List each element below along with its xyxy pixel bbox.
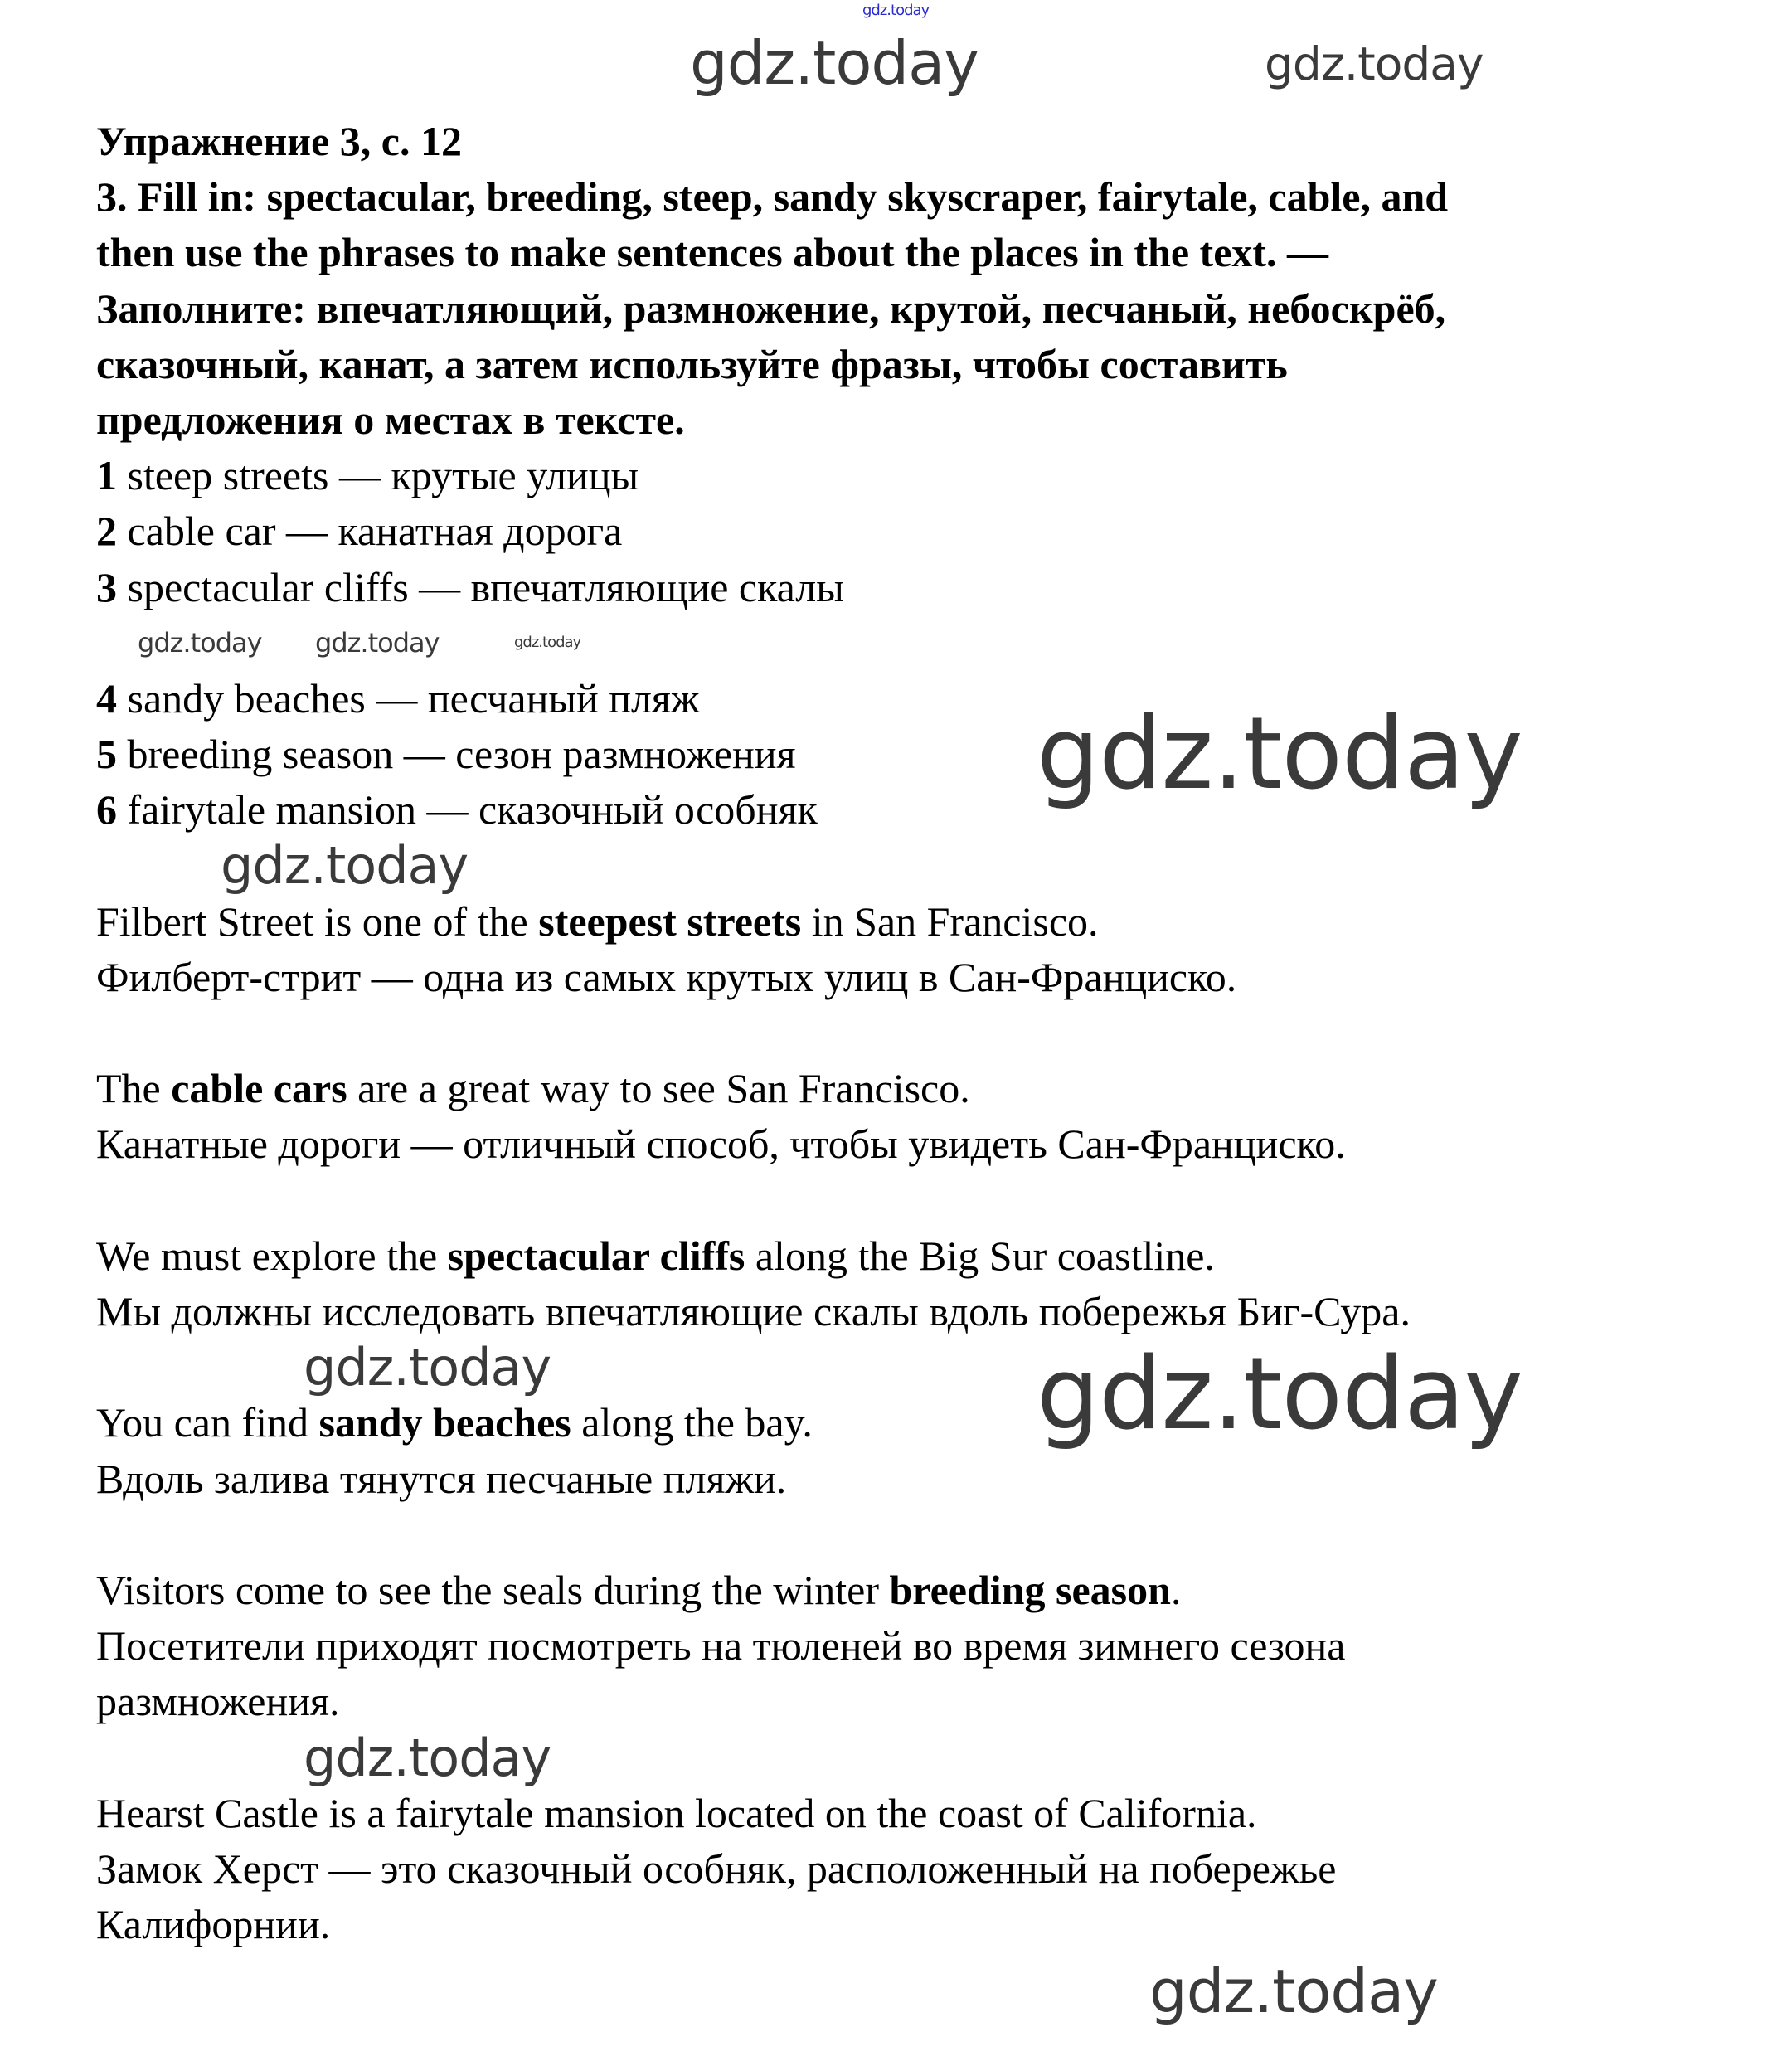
sentence-phrase: steepest streets: [538, 897, 802, 945]
watermark-top: gdz.today: [862, 2, 930, 19]
phrase-number: 3: [96, 563, 117, 610]
sentence-phrase: breeding season: [889, 1566, 1171, 1613]
sentence-translation: Посетители приходят посмотреть на тюленей во время зимнего сезона: [96, 1622, 1346, 1670]
watermark: gdz.today: [690, 28, 979, 98]
sentence-text: along the bay.: [571, 1399, 813, 1446]
sentence-english: [96, 1228, 1448, 1284]
watermark: gdz.today: [1037, 697, 1522, 812]
sentence-translation: Филберт-стрит — одна из самых крутых улиц в Сан-Франциско.: [96, 953, 1237, 1000]
sentence-phrase: sandy beaches: [318, 1399, 571, 1446]
sentence-text: Visitors come to see the seals during the winter: [96, 1566, 890, 1613]
phrase-number: 5: [96, 731, 117, 778]
phrase-number: 4: [96, 674, 117, 722]
watermark: gdz.today: [304, 1337, 551, 1397]
sentence-translation: размножения.: [96, 1678, 340, 1725]
sentence-text: along the Big Sur coastline.: [745, 1232, 1215, 1279]
sentence-text: Filbert Street is one of the: [96, 897, 539, 945]
watermark: gdz.today: [138, 627, 262, 659]
sentence-translation: Замок Херст — это сказочный особняк, расположенный на побережье: [96, 1845, 1337, 1892]
phrase-number: 2: [96, 508, 117, 555]
instruction-line: 3. Fill in: spectacular, breeding, steep, sandy skyscraper, fairytale, cable, and: [96, 173, 1449, 221]
instruction-line: Заполните: впечатляющий, размножение, крутой, песчаный, небоскрёб,: [96, 284, 1446, 332]
phrase-item: [96, 503, 1448, 559]
phrase-text: cable car — канатная дорога: [117, 508, 623, 555]
watermark: gdz.today: [1265, 37, 1484, 90]
sentence-english: [96, 1563, 1448, 1618]
sentence-text: Hearst Castle is a fairytale mansion located on the coast of California.: [96, 1789, 1257, 1836]
sentence-translation: Вдоль залива тянутся песчаные пляжи.: [96, 1455, 787, 1502]
watermark: gdz.today: [1149, 1956, 1438, 2026]
phrase-text: steep streets — крутые улицы: [117, 452, 639, 499]
sentence-translation: Калифорнии.: [96, 1901, 331, 1947]
sentence-phrase: cable cars: [171, 1065, 347, 1112]
watermark: gdz.today: [1037, 1337, 1522, 1452]
phrase-text: spectacular cliffs — впечатляющие скалы: [117, 563, 844, 610]
sentence-translation: Канатные дороги — отличный способ, чтобы увидеть Сан-Франциско.: [96, 1120, 1346, 1168]
watermark: gdz.today: [514, 634, 581, 651]
sentence-text: .: [1170, 1566, 1182, 1613]
sentence-phrase: spectacular cliffs: [447, 1232, 745, 1279]
sentence-text: are a great way to see San Francisco.: [347, 1065, 970, 1112]
instruction-line: сказочный, канат, а затем используйте фразы, чтобы составить: [96, 340, 1288, 387]
watermark: gdz.today: [315, 627, 440, 659]
watermark: gdz.today: [221, 835, 469, 896]
phrase-item: [96, 560, 1448, 615]
phrase-text: breeding season — сезон размножения: [117, 731, 796, 778]
sentence-text: You can find: [96, 1399, 319, 1446]
sentence-text: We must explore the: [96, 1232, 448, 1279]
sentence-translation: Мы должны исследовать впечатляющие скалы вдоль побережья Биг-Сура.: [96, 1287, 1411, 1334]
sentence-english: [96, 1786, 1448, 1841]
phrase-number: 6: [96, 786, 117, 834]
exercise-document: [96, 114, 1448, 1952]
instruction-line: предложения о местах в тексте.: [96, 396, 685, 443]
phrase-item: [96, 448, 1448, 503]
exercise-heading: Упражнение 3, с. 12: [96, 118, 462, 164]
phrase-text: sandy beaches — песчаный пляж: [117, 674, 700, 722]
sentence-text: The: [96, 1065, 172, 1112]
sentence-english: [96, 894, 1448, 950]
phrase-number: 1: [96, 452, 117, 499]
instruction-line: then use the phrases to make sentences about the places in the text. —: [96, 229, 1329, 276]
phrase-text: fairytale mansion — сказочный особняк: [117, 786, 818, 834]
watermark: gdz.today: [304, 1728, 551, 1788]
sentence-text: in San Francisco.: [801, 897, 1099, 945]
sentence-english: [96, 1061, 1448, 1116]
